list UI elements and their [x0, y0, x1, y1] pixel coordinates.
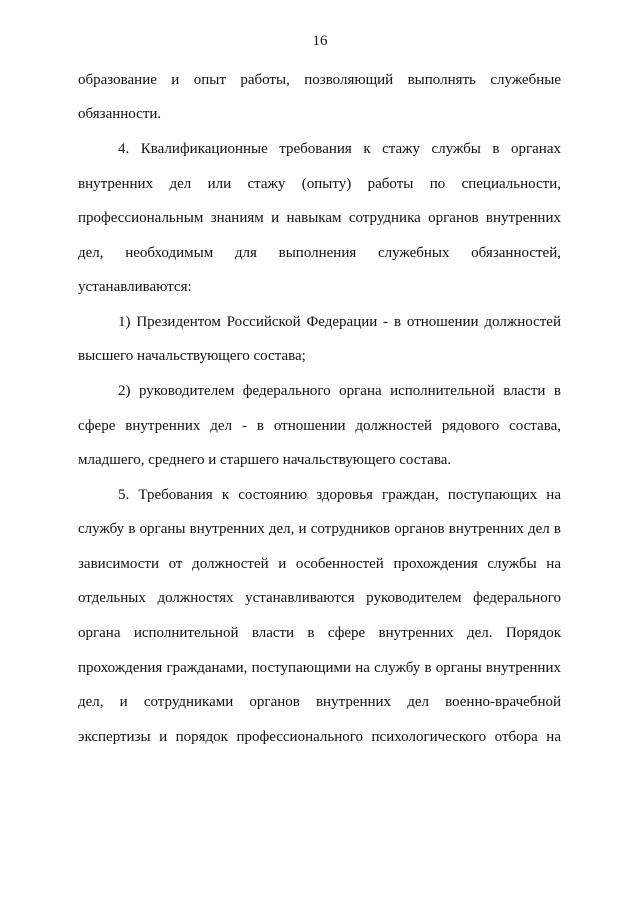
text-line: прохождения гражданами, поступающими на службу в органы внутренних [78, 660, 561, 676]
paragraph-4-first-line: 4. Квалификационные требования к стажу службы в органах [118, 141, 561, 157]
text-line: зависимости от должностей и особенностей прохождения службы на [78, 556, 561, 572]
text-line: службу в органы внутренних дел, и сотрудников органов внутренних дел в [78, 521, 561, 537]
text-line: отдельных должностях устанавливаются руководителем федерального [78, 590, 561, 606]
text-line: образование и опыт работы, позволяющий выполнять служебные [78, 72, 561, 88]
text-line: экспертизы и порядок профессионального психологического отбора на [78, 729, 561, 745]
text-line: дел, необходимым для выполнения служебных обязанностей, [78, 245, 561, 261]
text-line: устанавливаются: [78, 279, 192, 295]
page-number: 16 [312, 33, 328, 49]
text-line: органа исполнительной власти в сфере внутренних дел. Порядок [78, 625, 561, 641]
text-line: младшего, среднего и старшего начальствующего состава. [78, 452, 452, 468]
paragraph-5-first-line: 5. Требования к состоянию здоровья граждан, поступающих на [118, 487, 561, 503]
text-line: сфере внутренних дел - в отношении должностей рядового состава, [78, 418, 561, 434]
list-item-1-first-line: 1) Президентом Российской Федерации - в отношении должностей [118, 314, 561, 330]
text-line: высшего начальствующего состава; [78, 348, 306, 364]
text-line: внутренних дел или стажу (опыту) работы по специальности, [78, 176, 561, 192]
text-line: профессиональным знаниям и навыкам сотрудника органов внутренних [78, 210, 561, 226]
list-item-2-first-line: 2) руководителем федерального органа исполнительной власти в [118, 383, 561, 399]
text-line: обязанности. [78, 106, 162, 122]
text-line: дел, и сотрудниками органов внутренних дел военно-врачебной [78, 694, 561, 710]
